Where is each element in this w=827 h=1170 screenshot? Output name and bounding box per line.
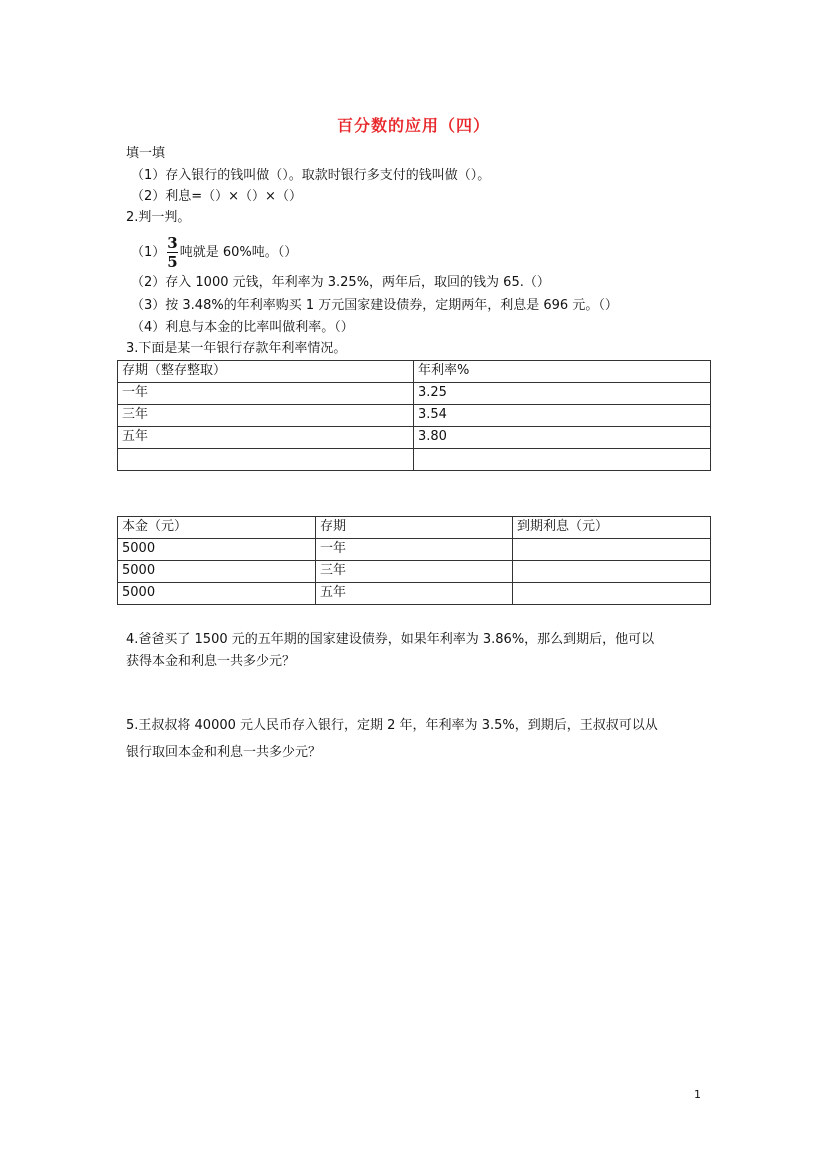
table-cell: 三年 [316, 561, 513, 583]
section2-question-1-suffix: 吨就是 60%吨。（） [179, 245, 298, 260]
section2-heading: 2.判一判。 [126, 210, 191, 225]
table-header-cell: 年利率% [414, 361, 711, 383]
table-cell: 5000 [118, 561, 316, 583]
table-header-cell: 存期 [316, 517, 513, 539]
table-header-row [118, 517, 711, 539]
table-cell: 五年 [118, 427, 414, 449]
section5-line-2: 银行取回本金和利息一共多少元？ [126, 745, 322, 760]
table-cell: 5000 [118, 539, 316, 561]
table-cell [513, 539, 711, 561]
table-row [118, 583, 711, 605]
table-row [118, 405, 711, 427]
table-cell: 五年 [316, 583, 513, 605]
table-cell [118, 449, 414, 471]
section1-question-1: （1）存入银行的钱叫做（）。取款时银行多支付的钱叫做（）。 [131, 168, 491, 183]
table-header-row [118, 361, 711, 383]
section1-heading: 填一填 [126, 146, 166, 161]
table-row [118, 449, 711, 471]
page-number: 1 [694, 1088, 701, 1101]
table-header-cell: 本金（元） [118, 517, 316, 539]
table-row [118, 561, 711, 583]
table-cell: 3.80 [414, 427, 711, 449]
table-header-cell: 存期（整存整取） [118, 361, 414, 383]
interest-table [117, 516, 711, 605]
section2-question-3: （3）按 3.48%的年利率购买 1 万元国家建设债券，定期两年，利息是 696 元。（） [131, 298, 618, 313]
fraction-denominator: 5 [167, 253, 178, 271]
section2-question-1 [131, 235, 297, 270]
table-row [118, 383, 711, 405]
section1-question-2: （2）利息=（）×（）×（） [131, 189, 302, 204]
section2-question-1-prefix: （1） [131, 245, 166, 260]
section2-question-2: （2）存入 1000 元钱，年利率为 3.25%，两年后，取回的钱为 65.（） [131, 275, 550, 290]
table-cell: 一年 [316, 539, 513, 561]
table-cell: 3.25 [414, 383, 711, 405]
rates-table [117, 360, 711, 471]
table-row [118, 427, 711, 449]
table-row [118, 539, 711, 561]
table-cell: 3.54 [414, 405, 711, 427]
table-header-cell: 到期利息（元） [513, 517, 711, 539]
fraction [167, 235, 177, 270]
fraction-numerator: 3 [167, 234, 178, 252]
page-title: 百分数的应用（四） [336, 116, 490, 135]
table-cell [513, 583, 711, 605]
section2-question-4: （4）利息与本金的比率叫做利率。（） [131, 320, 354, 335]
table-cell: 三年 [118, 405, 414, 427]
section5-line-1: 5.王叔叔将 40000 元人民币存入银行，定期 2 年，年利率为 3.5%，到期后，王叔叔可以从 [126, 718, 658, 733]
section3-heading: 3.下面是某一年银行存款年利率情况。 [126, 341, 347, 356]
section4-line-2: 获得本金和利息一共多少元？ [126, 654, 296, 669]
table-cell: 一年 [118, 383, 414, 405]
table-cell [513, 561, 711, 583]
section4-line-1: 4.爸爸买了 1500 元的五年期的国家建设债券，如果年利率为 3.86%，那么到期后，他可以 [126, 632, 655, 647]
table-cell: 5000 [118, 583, 316, 605]
table-cell [414, 449, 711, 471]
